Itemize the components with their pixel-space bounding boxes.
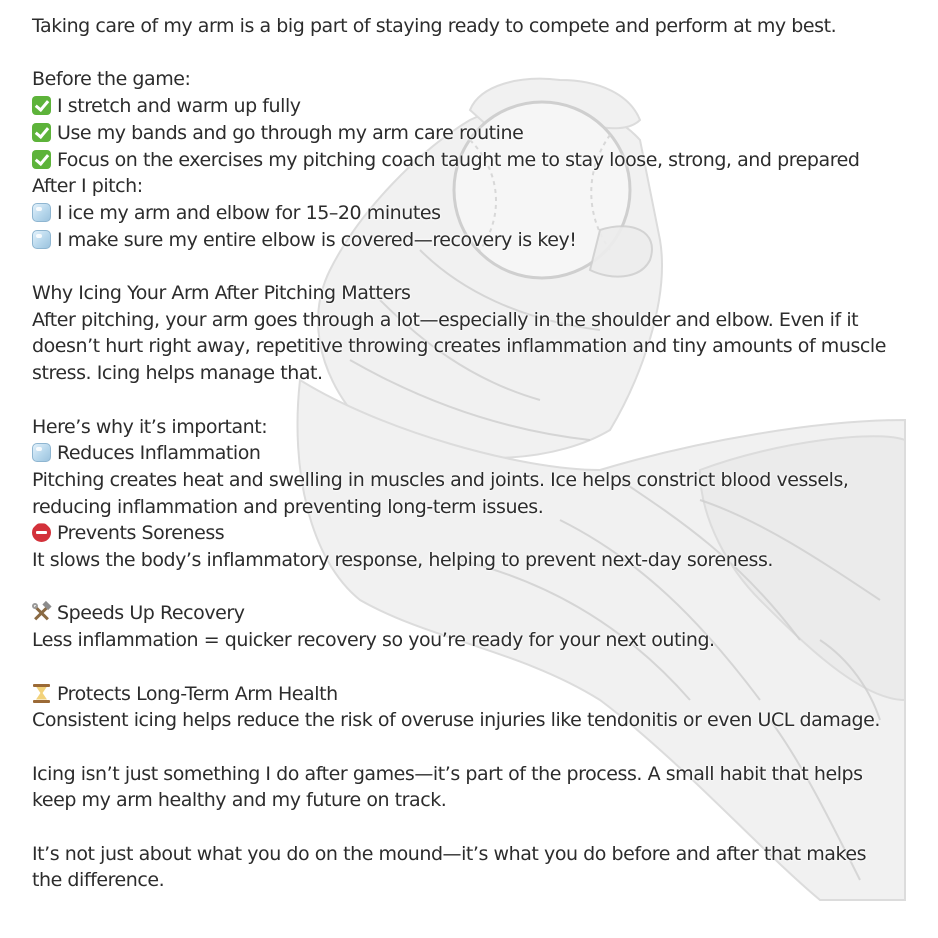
before-game-heading: Before the game: — [32, 68, 191, 91]
why-heading: Why Icing Your Arm After Pitching Matters — [32, 282, 411, 304]
benefit-title-text: Prevents Soreness — [57, 522, 225, 545]
article-body — [32, 13, 932, 894]
benefit-title — [32, 440, 932, 467]
stop-sign-icon — [32, 523, 51, 542]
benefit-text-line: Pitching creates heat and swelling in muscles and joints. Ice helps constrict blood vessels, — [32, 468, 849, 491]
spacer — [32, 387, 932, 414]
before-item-text: I stretch and warm up fully — [57, 95, 301, 118]
spacer — [32, 574, 932, 601]
closing-text-line: the difference. — [32, 869, 165, 892]
before-item — [32, 93, 932, 120]
check-mark-icon — [32, 123, 51, 142]
ice-cube-icon — [32, 230, 51, 249]
intro-text: Taking care of my arm is a big part of staying ready to compete and perform at my best. — [32, 15, 837, 37]
after-item-text: I ice my arm and elbow for 15–20 minutes — [57, 201, 441, 224]
spacer — [32, 654, 932, 681]
before-item — [32, 147, 932, 174]
ice-cube-icon — [32, 203, 51, 222]
spacer — [32, 253, 932, 280]
check-mark-icon — [32, 150, 51, 169]
closing-text-line: It’s not just about what you do on the mound—it’s what you do before and after that makes — [32, 842, 867, 865]
importance-heading: Here’s why it’s important: — [32, 415, 268, 438]
why-text-line: stress. Icing helps manage that. — [32, 362, 323, 385]
after-item-text: I make sure my entire elbow is covered—recovery is key! — [57, 228, 577, 251]
hourglass-icon — [32, 684, 51, 703]
check-mark-icon — [32, 96, 51, 115]
after-item — [32, 200, 932, 227]
benefit-title — [32, 600, 932, 627]
hammer-wrench-icon — [32, 603, 51, 622]
before-item-text: Focus on the exercises my pitching coach taught me to stay loose, strong, and prepared — [57, 148, 860, 171]
benefit-title — [32, 520, 932, 547]
after-item — [32, 227, 932, 254]
benefit-text-line: Consistent icing helps reduce the risk of overuse injuries like tendonitis or even UCL damage. — [32, 709, 880, 732]
closing-text-line: Icing isn’t just something I do after games—it’s part of the process. A small habit that helps — [32, 762, 863, 785]
benefit-title-text: Speeds Up Recovery — [57, 602, 245, 625]
closing-text-line: keep my arm healthy and my future on track. — [32, 789, 447, 812]
benefit-title — [32, 681, 932, 708]
before-item-text: Use my bands and go through my arm care routine — [57, 121, 524, 144]
why-text-line: doesn’t hurt right away, repetitive throwing creates inflammation and tiny amounts of muscle — [32, 335, 886, 358]
ice-cube-icon — [32, 443, 51, 462]
benefit-text-line: It slows the body’s inflammatory response, helping to prevent next-day soreness. — [32, 549, 774, 572]
benefit-text-line: reducing inflammation and preventing long-term issues. — [32, 495, 544, 518]
benefit-text-line: Less inflammation = quicker recovery so you’re ready for your next outing. — [32, 629, 715, 652]
spacer — [32, 734, 932, 761]
before-item — [32, 120, 932, 147]
benefit-title-text: Protects Long-Term Arm Health — [57, 682, 338, 705]
spacer — [32, 40, 932, 67]
why-text-line: After pitching, your arm goes through a lot—especially in the shoulder and elbow. Even if it — [32, 308, 859, 331]
after-pitch-heading: After I pitch: — [32, 175, 143, 198]
benefit-title-text: Reduces Inflammation — [57, 442, 261, 465]
spacer — [32, 814, 932, 841]
